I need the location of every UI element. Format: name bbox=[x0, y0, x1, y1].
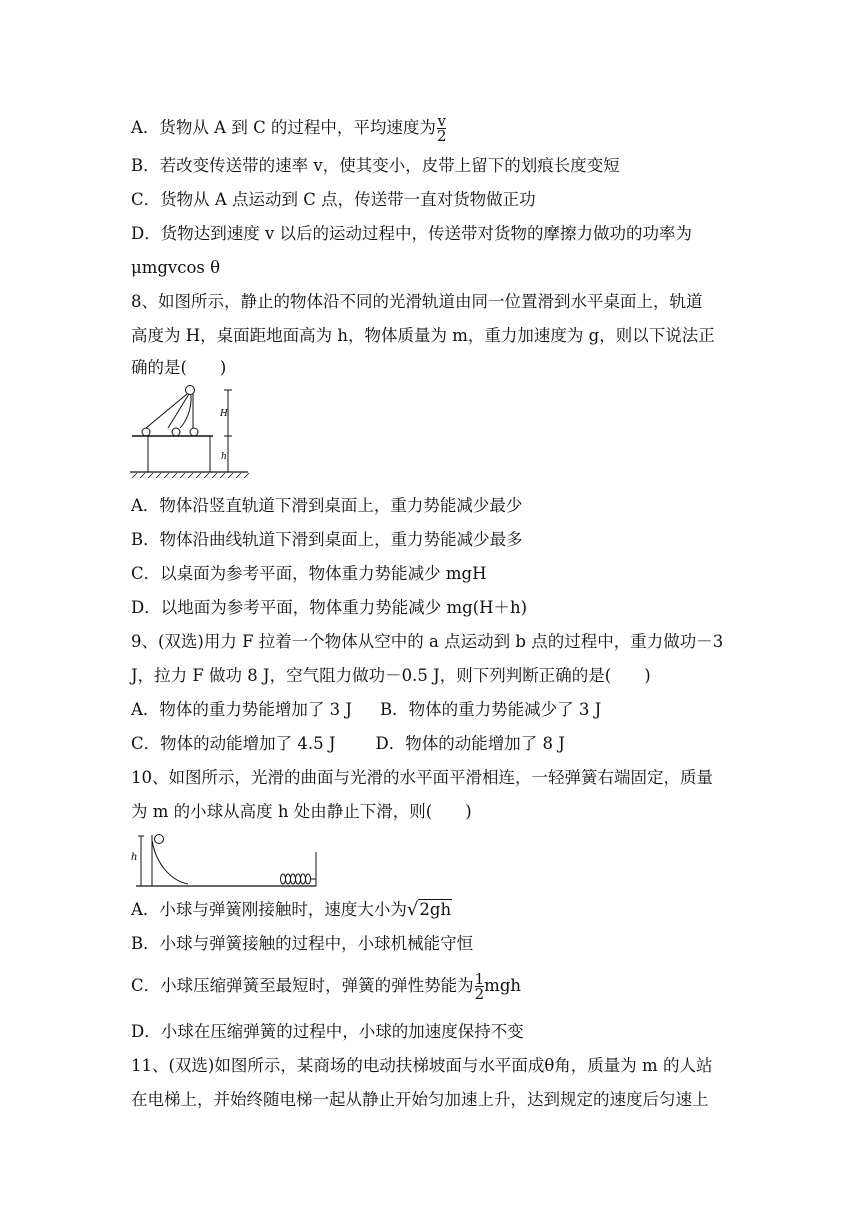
q10-option-c-fraction bbox=[475, 972, 485, 1001]
q7-option-a-fraction bbox=[437, 114, 447, 143]
q8-option-a: A．物体沿竖直轨道下滑到桌面上，重力势能减少最少 bbox=[131, 496, 523, 515]
ball-icon bbox=[190, 428, 198, 436]
q7-option-d-line2: μmgvcos θ bbox=[131, 258, 221, 277]
q11-stem-line2: 在电梯上，并始终随电梯一起从静止开始匀加速上升，达到规定的速度后匀速上 bbox=[131, 1090, 709, 1109]
q8-stem-line2: 高度为 H，桌面距地面高为 h，物体质量为 m，重力加速度为 g，则以下说法正 bbox=[131, 326, 715, 345]
q10-stem-line1: 10、如图所示，光滑的曲面与光滑的水平面平滑相连，一轻弹簧右端固定，质量 bbox=[131, 768, 713, 787]
q10-option-c-text: C．小球压缩弹簧至最短时，弹簧的弹性势能为 bbox=[131, 976, 474, 995]
q9-option-b: B．物体的重力势能减少了 3 J bbox=[380, 700, 602, 719]
q7-option-a bbox=[131, 114, 736, 143]
q10-option-c-tail: mgh bbox=[484, 976, 522, 995]
q7-option-a-text: A．货物从 A 到 C 的过程中，平均速度为 bbox=[131, 118, 436, 137]
q8-option-b: B．物体沿曲线轨道下滑到桌面上，重力势能减少最多 bbox=[131, 530, 523, 549]
q10-option-a bbox=[131, 898, 736, 922]
fraction-denominator: 2 bbox=[436, 127, 447, 145]
q10-option-d: D．小球在压缩弹簧的过程中，小球的加速度保持不变 bbox=[131, 1022, 524, 1041]
q10-spring-figure bbox=[128, 830, 323, 890]
q7-option-c: C．货物从 A 点运动到 C 点，传送带一直对货物做正功 bbox=[131, 190, 536, 209]
q9-option-d: D．物体的动能增加了 8 J bbox=[375, 734, 565, 753]
q8-option-c: C．以桌面为参考平面，物体重力势能减少 mgH bbox=[131, 564, 487, 583]
q10-option-b: B．小球与弹簧接触的过程中，小球机械能守恒 bbox=[131, 934, 474, 953]
q10-stem-line2: 为 m 的小球从高度 h 处由静止下滑，则( ) bbox=[131, 802, 472, 821]
ball-icon bbox=[142, 428, 150, 436]
q9-stem-line1: 9、(双选)用力 F 拉着一个物体从空中的 a 点运动到 b 点的过程中，重力做功－3 bbox=[131, 632, 724, 651]
q10-option-a-sqrt: √2gh bbox=[406, 899, 452, 920]
q9-option-c: C．物体的动能增加了 4.5 J bbox=[131, 734, 336, 753]
q10-option-a-text: A．小球与弹簧刚接触时，速度大小为 bbox=[131, 900, 407, 919]
sqrt-radicand: 2gh bbox=[419, 900, 452, 919]
q8-stem-line3: 确的是( ) bbox=[131, 358, 227, 377]
q9-stem-line2: J，拉力 F 做功 8 J，空气阻力做功－0.5 J，则下列判断正确的是( ) bbox=[131, 666, 651, 685]
label-H: H bbox=[220, 409, 228, 419]
label-h: h bbox=[131, 852, 138, 863]
q8-stem-line1: 8、如图所示，静止的物体沿不同的光滑轨道由同一位置滑到水平桌面上，轨道 bbox=[131, 292, 703, 311]
fraction-denominator: 2 bbox=[474, 985, 485, 1003]
q9-option-a: A．物体的重力势能增加了 3 J bbox=[131, 700, 353, 719]
q10-option-c bbox=[131, 972, 736, 1001]
q7-option-d-line1: D．货物达到速度 v 以后的运动过程中，传送带对货物的摩擦力做功的功率为 bbox=[131, 224, 693, 243]
fraction-numerator: v bbox=[437, 112, 446, 130]
ball-top-icon bbox=[186, 386, 195, 395]
q9-options-cd bbox=[131, 732, 736, 756]
q8-option-d: D．以地面为参考平面，物体重力势能减少 mg(H＋h) bbox=[131, 598, 528, 617]
q9-options-ab bbox=[131, 698, 736, 722]
label-h: h bbox=[221, 452, 227, 462]
ball-icon bbox=[172, 428, 180, 436]
q11-stem-line1: 11、(双选)如图所示，某商场的电动扶梯坡面与水平面成θ角，质量为 m 的人站 bbox=[131, 1056, 713, 1075]
ball-icon bbox=[155, 835, 164, 844]
q8-track-figure bbox=[128, 384, 258, 484]
q7-option-b: B．若改变传送带的速率 v，使其变小，皮带上留下的划痕长度变短 bbox=[131, 156, 620, 175]
fraction-numerator: 1 bbox=[474, 970, 485, 988]
